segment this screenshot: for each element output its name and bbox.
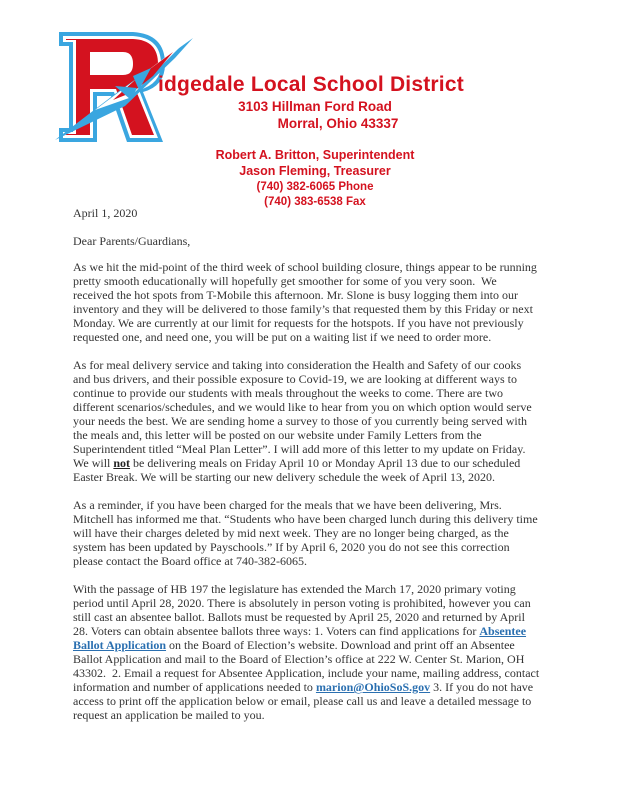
paragraph-hotspots — [73, 260, 539, 344]
text-line — [73, 414, 539, 428]
text-segment: information and number of applications needed to — [73, 680, 316, 694]
text-segment: 28. Voters can obtain absentee ballots three ways: 1. Voters can find applications for — [73, 624, 480, 638]
text-line — [73, 288, 539, 302]
link[interactable]: Ballot Application — [73, 638, 167, 652]
text-line — [73, 540, 539, 554]
text-segment: the meals and, this letter will be posted on our website under Family Letters from the — [73, 428, 482, 442]
address-line-2: Morral, Ohio 43337 — [277, 116, 399, 131]
text-segment: Monday. We are currently at our limit for requests for the hotspots. If you have not previously — [73, 316, 524, 330]
text-segment: With the passage of HB 197 the legislature has extended the March 17, 2020 primary voting — [73, 582, 516, 596]
text-line — [73, 372, 539, 386]
letter-body — [73, 260, 539, 736]
text-segment: your needs the best. We are sending home a survey to those of you currently being served with — [73, 414, 528, 428]
text-line — [73, 512, 539, 526]
text-segment: different scenarios/schedules, and we would like to hear from you on which option would serve — [73, 400, 532, 414]
text-line — [73, 456, 539, 470]
text-line — [73, 708, 539, 722]
text-segment: Easter Break. We will be starting our new delivery schedule the week of April 13, 2020. — [73, 470, 496, 484]
text-segment: As we hit the mid-point of the third week of school building closure, things appear to be running — [73, 260, 537, 274]
text-segment: Superintendent titled “Meal Plan Letter”. I will add more of this letter to my update on Friday. — [73, 442, 526, 456]
paragraph-meal-delivery — [73, 358, 539, 484]
text-line — [73, 498, 539, 512]
text-line — [73, 260, 539, 274]
text-line — [73, 624, 539, 638]
text-line — [73, 554, 539, 568]
text-line — [73, 386, 539, 400]
address-line-1: 3103 Hillman Ford Road — [238, 99, 392, 114]
text-line — [73, 526, 539, 540]
text-segment: period until April 28, 2020. There is absolutely in person voting is prohibited, however you can — [73, 596, 531, 610]
text-line — [73, 694, 539, 708]
text-line — [73, 400, 539, 414]
text-segment: will have their charges deleted by mid next week. They are no longer being charged, as the — [73, 526, 509, 540]
text-line — [73, 274, 539, 288]
text-line — [73, 302, 539, 316]
link[interactable]: marion@OhioSoS.gov — [315, 680, 431, 694]
text-line — [73, 596, 539, 610]
text-segment: inventory and they will be delivered to those family’s that requested them by this Friday or next — [73, 302, 533, 316]
text-line — [73, 330, 539, 344]
emphasis-text: not — [113, 456, 131, 470]
text-line — [73, 316, 539, 330]
district-name: idgedale Local School District — [158, 73, 464, 96]
text-line — [73, 666, 539, 680]
text-segment: Mitchell has informed me that. “Students who have been charged lunch during this delivery time — [73, 512, 538, 526]
text-segment: and bus drivers, and their possible exposure to Covid-19, we are looking at different ways to — [73, 372, 518, 386]
text-segment: pretty smooth educationally will hopefully get smoother for some of you very soon. We — [73, 274, 497, 288]
text-segment: system has been updated by Payschools.” If by April 6, 2020 you do not see this correction — [73, 540, 510, 554]
text-segment: 3. If you do not have — [430, 680, 534, 694]
text-line — [73, 638, 539, 652]
text-line — [73, 582, 539, 596]
text-segment: on the Board of Election’s website. Download and print off an Absentee — [166, 638, 515, 652]
text-segment: received the hot spots from T-Mobile this afternoon. Mr. Slone is busy logging them into our — [73, 288, 518, 302]
text-line — [73, 358, 539, 372]
text-segment: As for meal delivery service and taking into consideration the Health and Safety of our cooks — [73, 358, 522, 372]
phone-number: (740) 382-6065 Phone — [256, 181, 374, 193]
text-segment: still cast an absentee ballot. Ballots must be requested by April 25, 2020 and returned by April — [73, 610, 525, 624]
letter-greeting: Dear Parents/Guardians, — [73, 234, 191, 248]
superintendent-name: Robert A. Britton, Superintendent — [215, 148, 415, 162]
fax-number: (740) 383-6538 Fax — [264, 196, 366, 208]
text-segment: As a reminder, if you have been charged for the meals that we have been delivering, Mrs. — [73, 498, 502, 512]
text-segment: be delivering meals on Friday April 10 or Monday April 13 due to our scheduled — [130, 456, 521, 470]
text-segment: continue to provide our students with meals throughout the weeks to come. There are two — [73, 386, 504, 400]
letter-date: April 1, 2020 — [73, 206, 138, 220]
text-segment: requested one, and need one, you will be put on a waiting list if we need to order more. — [73, 330, 492, 344]
text-segment: please contact the Board office at 740-382-6065. — [73, 554, 308, 568]
text-segment: access to print off the application below or email, please call us and leave a detailed message to — [73, 694, 532, 708]
text-segment: 43302. 2. Email a request for Absentee Application, include your name, mailing address, contact — [73, 666, 540, 680]
link[interactable]: Absentee — [479, 624, 527, 638]
text-segment: Ballot Application and mail to the Board of Election’s office at 222 W. Center St. Marion, OH — [73, 652, 525, 666]
treasurer-name: Jason Fleming, Treasurer — [239, 164, 391, 178]
paragraph-meal-charges — [73, 498, 539, 568]
text-line — [73, 470, 539, 484]
text-segment: We will — [73, 456, 114, 470]
text-line — [73, 442, 539, 456]
text-line — [73, 652, 539, 666]
text-segment: request an application be mailed to you. — [73, 708, 265, 722]
text-line — [73, 680, 539, 694]
paragraph-absentee-voting — [73, 582, 539, 722]
text-line — [73, 428, 539, 442]
text-line — [73, 610, 539, 624]
